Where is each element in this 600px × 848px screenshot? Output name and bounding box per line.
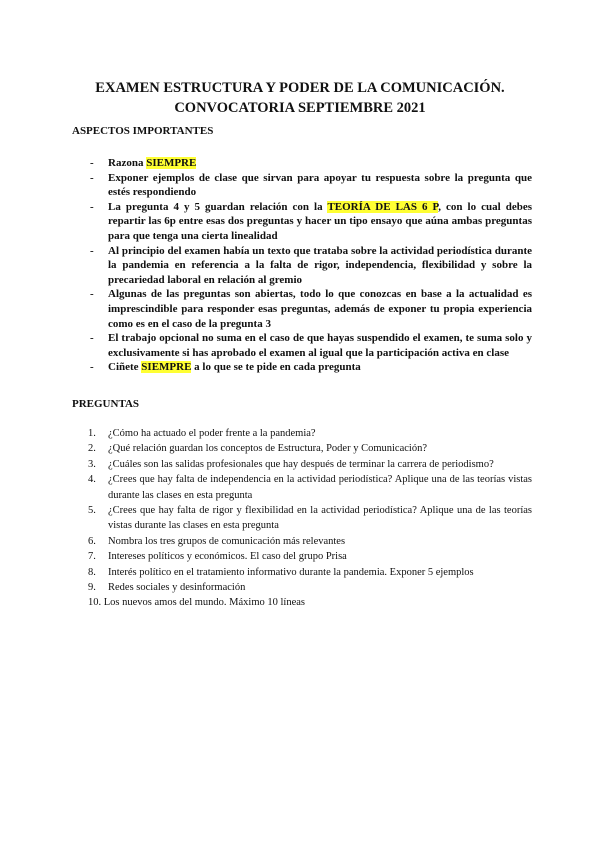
bullet-marker: -: [90, 288, 94, 301]
bullet-marker: -: [90, 332, 94, 345]
pregunta-item: [88, 565, 532, 580]
aspecto-text: Algunas de las preguntas son abiertas, todo lo que conozcas en base a la actualidad es imprescindible para responder esas preguntas, además de exponer tu propia experiencia como es en el caso de la pregunta 3: [108, 288, 532, 330]
aspecto-text-after: a lo que se te pide en cada pregunta: [191, 361, 361, 374]
highlighted-text: SIEMPRE: [141, 361, 192, 374]
highlighted-text: TEORÍA DE LAS 6 P: [327, 200, 439, 213]
aspecto-text: Ciñete: [108, 361, 142, 374]
pregunta-text: Redes sociales y desinformación: [108, 582, 246, 594]
pregunta-text: Interés político en el tratamiento informativo durante la pandemia. Exponer 5 ejemplos: [108, 566, 474, 578]
preguntas-list: [88, 426, 532, 611]
pregunta-item: [88, 534, 532, 549]
aspecto-item: [90, 331, 532, 360]
pregunta-text: ¿Cómo ha actuado el poder frente a la pandemia?: [108, 428, 316, 439]
pregunta-item: [88, 441, 532, 456]
aspecto-item: [90, 360, 532, 375]
pregunta-item: [88, 595, 532, 610]
bullet-marker: -: [90, 361, 94, 374]
pregunta-item: [88, 549, 532, 564]
aspecto-item: [90, 244, 532, 288]
highlighted-text: SIEMPRE: [146, 157, 197, 169]
bullet-marker: -: [90, 171, 94, 184]
pregunta-text: Los nuevos amos del mundo. Máximo 10 líneas: [103, 597, 305, 609]
bullet-marker: -: [90, 157, 94, 169]
pregunta-text: ¿Cuáles son las salidas profesionales que hay después de terminar la carrera de periodismo?: [108, 458, 494, 470]
pregunta-number: 10.: [88, 597, 102, 609]
pregunta-item: [88, 426, 532, 441]
aspecto-text: Exponer ejemplos de clase que sirvan para apoyar tu respuesta sobre la pregunta que estés respondiendo: [108, 171, 532, 199]
bullet-marker: -: [90, 244, 94, 257]
pregunta-text: ¿Qué relación guardan los conceptos de Estructura, Poder y Comunicación?: [108, 443, 427, 455]
aspecto-text-after: , con lo cual debes repartir las 6p entre esas dos preguntas y hacer un tipo ensayo que aúna ambas preguntas para que tenga una cierta linealidad: [108, 200, 532, 242]
pregunta-item: [88, 472, 532, 503]
title-line-2: CONVOCATORIA SEPTIEMBRE 2021: [174, 100, 426, 116]
pregunta-number: 1.: [88, 428, 96, 439]
bullet-marker: -: [90, 200, 94, 213]
pregunta-number: 4.: [88, 474, 96, 486]
title-line-1: EXAMEN ESTRUCTURA Y PODER DE LA COMUNICACIÓN.: [95, 80, 505, 96]
pregunta-number: 7.: [88, 551, 96, 563]
pregunta-text: Nombra los tres grupos de comunicación más relevantes: [108, 535, 346, 547]
document-title: [0, 78, 600, 118]
aspectos-heading: ASPECTOS IMPORTANTES: [72, 125, 214, 137]
preguntas-heading: PREGUNTAS: [72, 398, 140, 410]
aspecto-text: Al principio del examen había un texto que trataba sobre la actividad periodística durante la pandemia en referencia a la falta de rigor, independencia, flexibilidad y sobre la precariedad laboral en relación al gremio: [108, 244, 532, 286]
pregunta-number: 9.: [88, 582, 96, 594]
aspecto-item: [90, 200, 532, 244]
pregunta-text: Intereses políticos y económicos. El caso del grupo Prisa: [108, 551, 347, 563]
pregunta-number: 3.: [88, 458, 96, 470]
pregunta-item: [88, 457, 532, 472]
aspecto-item: [90, 287, 532, 331]
aspecto-item: [90, 156, 532, 171]
pregunta-number: 6.: [88, 535, 96, 547]
aspectos-list: [90, 156, 532, 375]
pregunta-item: [88, 580, 532, 595]
pregunta-text: ¿Crees que hay falta de rigor y flexibilidad en la actividad periodística? Aplique una de las teorías vistas durante las clases en esta pregunta: [108, 505, 532, 532]
aspecto-item: [90, 171, 532, 200]
aspecto-text: La pregunta 4 y 5 guardan relación con la: [108, 200, 328, 213]
pregunta-number: 2.: [88, 443, 96, 455]
aspecto-text: Razona: [108, 157, 147, 169]
pregunta-number: 5.: [88, 505, 96, 517]
pregunta-text: ¿Crees que hay falta de independencia en la actividad periodística? Aplique una de las teorías vistas durante las clases en esta pregunta: [108, 474, 532, 501]
pregunta-number: 8.: [88, 566, 96, 578]
pregunta-item: [88, 503, 532, 534]
aspecto-text: El trabajo opcional no suma en el caso de que hayas suspendido el examen, te suma solo y exclusivamente si has aprobado el examen al igual que la participación activa en clase: [108, 332, 532, 359]
